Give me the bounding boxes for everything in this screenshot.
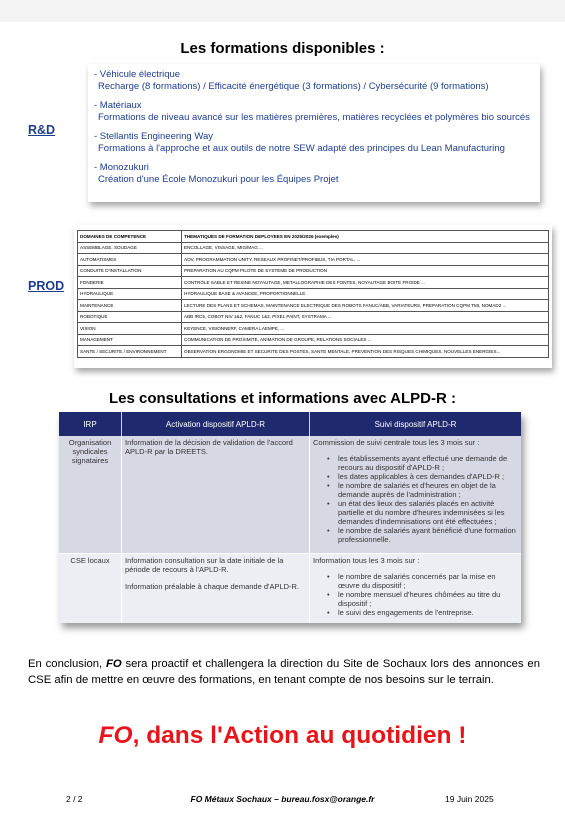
rd-item-desc: Création d'une École Monozukuri pour les Équipes Projet [98,174,339,185]
table-row [78,323,549,335]
table-cell: CONTRÔLE SABLE ET RESINE NOYAUTAGE, METALLOGRAPHIE DES FONTES, NOYAUTAGE BOITE FROIDE ... [182,277,549,289]
table-cell: ROBOTIQUE [78,311,182,323]
table-cell: MAINTENANCE [78,300,182,312]
rd-item-name: - Stellantis Engineering Way [94,131,213,142]
slogan-rest: , dans l'Action au quotidien ! [132,722,467,749]
table-header-cell: DOMAINES DE COMPETENCE [78,231,182,243]
rd-item-desc: Formations à l'approche et aux outils de notre SEW adapté des principes du Lean Manufacturing [98,143,505,154]
table-cell: ENCOLLAGE, VISSAGE, MIG/MAG ... [182,242,549,254]
conclusion-paragraph [28,656,540,688]
apld-irp-cell: CSE locaux [59,554,122,623]
list-item: • le nombre de salariés concernés par la mise en œuvre du dispositif ; [327,572,518,590]
rd-item-name: - Monozukuri [94,162,149,173]
rd-item [94,69,534,93]
table-cell: CONDUITE D'INSTALLATION [78,265,182,277]
table-cell: SANTE / SECURITE / ENVIRONNEMENT [78,346,182,358]
apld-irp-cell: Organisation syndicales signataires [59,436,122,553]
rd-item-desc: Recharge (8 formations) / Efficacité énergétique (3 formations) / Cybersécurité (9 formations) [98,81,489,92]
prod-competence-table [77,230,549,358]
apld-table [59,412,521,623]
table-cell: ASSEMBLAGE, SOUDAGE [78,242,182,254]
rd-item-desc: Formations de niveau avancé sur les matières premières, matières recyclées et polymères bio sourcés [98,112,530,123]
table-row [78,288,549,300]
prod-formations-panel [74,225,552,368]
slogan [0,722,565,750]
table-cell: ABB IRC5, COBOT NIV 1&2, FANUC 1&2, PIXEL PAINT, SYSTRAMA ... [182,311,549,323]
rd-item [94,162,534,186]
table-cell: HYDRAULIQUE [78,288,182,300]
table-cell: VISION [78,323,182,335]
list-item: • le nombre de salariés et d'heures en objet de la demande auprès de l'administration ; [327,481,518,499]
conclusion-rest: sera proactif et challengera la direction du Site de Sochaux lors des annonces en CSE afin de mettre en œuvre des formations, en tenant compte de nos besoins sur le terrain. [28,658,540,686]
table-header-cell: THEMATIQUES DE FORMATION DEPLOYEES EN 2025/2026 (exemples) [182,231,549,243]
table-cell: AUTOMATISMES [78,254,182,266]
table-row [78,300,549,312]
table-row [78,346,549,358]
list-item: • le nombre de salariés ayant bénéficié d'une formation professionnelle. [327,526,518,544]
consultations-title: Les consultations et informations avec ALPD-R : [109,390,456,407]
footer-contact: FO Métaux Sochaux – bureau.fosx@orange.fr [190,794,375,804]
table-row [78,254,549,266]
table-cell: KEYENCE, VISIONNERF, CAMERA LAEMPE, ... [182,323,549,335]
apld-activation-text: Information préalable à chaque demande d'APLD-R. [125,582,300,591]
table-cell: LECTURE DES PLANS ET SCHEMAS, MAINTENANCE ELECTRIQUE DES ROBOTS FANUC/ABB, VARIATEURS, PREPARATION CQPM TMI, NOMAD2 ... [182,300,549,312]
conclusion-prefix: En conclusion, [28,658,106,670]
rd-item [94,100,534,124]
list-item: • les dates applicables à ces demandes d'APLD-R ; [327,472,518,481]
table-cell: FONDERIE [78,277,182,289]
table-cell: MANAGEMENT [78,334,182,346]
table-row [59,436,521,554]
list-item: • les établissements ayant effectué une demande de recours au dispositif d'APLD-R ; [327,454,518,472]
page-top-strip [0,0,565,22]
apld-header-activation: Activation dispositif APLD-R [122,412,310,436]
table-cell: PREPARATION AU CQPM PILOTE DE SYSTEME DE PRODUCTION [182,265,549,277]
rd-formations-panel [88,64,540,202]
formations-title: Les formations disponibles : [180,40,385,57]
table-row [78,265,549,277]
table-row [59,554,521,623]
slogan-fo: FO [98,722,133,749]
apld-activation-cell: Information de la décision de validation de l'accord APLD-R par la DREETS. [122,436,310,553]
table-cell: HYDRAULIQUE BASE & AVANCEE, PROPORTIONNELLE [182,288,549,300]
rd-item-name: - Matériaux [94,100,142,111]
table-cell: AOV, PROGRAMMATION UNITY, RESEAUX PROFINET/PROFIBUS, TIA PORTAL, ... [182,254,549,266]
conclusion-fo: FO [105,658,122,670]
prod-label: PROD [28,279,65,293]
rd-item-name: - Véhicule électrique [94,69,181,80]
list-item: • le suivi des engagements de l'entreprise. [327,608,518,617]
footer-date: 19 Juin 2025 [445,794,494,804]
table-row [78,277,549,289]
apld-table-header [59,412,521,436]
apld-suivi-intro: Information tous les 3 mois sur : [313,556,420,565]
table-row [78,311,549,323]
table-row [78,334,549,346]
rd-label: R&D [28,123,56,137]
apld-header-irp: IRP [59,412,122,436]
table-cell: OBSERVATION ERGONOMIE ET SECURITE DES POSTES, SANTE MENTALE, PREVENTION DES RISQUES CHIMIQUES, NOUVELLES ENERGIES... [182,346,549,358]
apld-header-suivi: Suivi dispositif APLD-R [374,419,457,429]
apld-activation-cell [122,554,310,623]
rd-item [94,131,534,155]
apld-activation-text: Information consultation sur la date initiale de la période de recours à l'APLD-R. [125,556,284,574]
list-item: • un état des lieux des salariés placés en activité partielle et du nombre d'heures indemnisées si les demandes d'indemnisations ont été effectuées ; [327,499,518,526]
apld-suivi-intro: Commission de suivi centrale tous les 3 mois sur : [313,438,480,447]
apld-suivi-list [313,572,518,617]
table-cell: COMMUNICATION DE PROXIMITE, ANIMATION DE GROUPE, RELATIONS SOCIALES ... [182,334,549,346]
footer-page-number: 2 / 2 [66,794,83,804]
apld-suivi-cell [310,436,521,553]
table-header-row [78,231,549,243]
apld-suivi-cell [310,554,521,623]
table-row [78,242,549,254]
apld-suivi-list [313,454,518,544]
list-item: • le nombre mensuel d'heures chômées au titre du dispositif ; [327,590,518,608]
